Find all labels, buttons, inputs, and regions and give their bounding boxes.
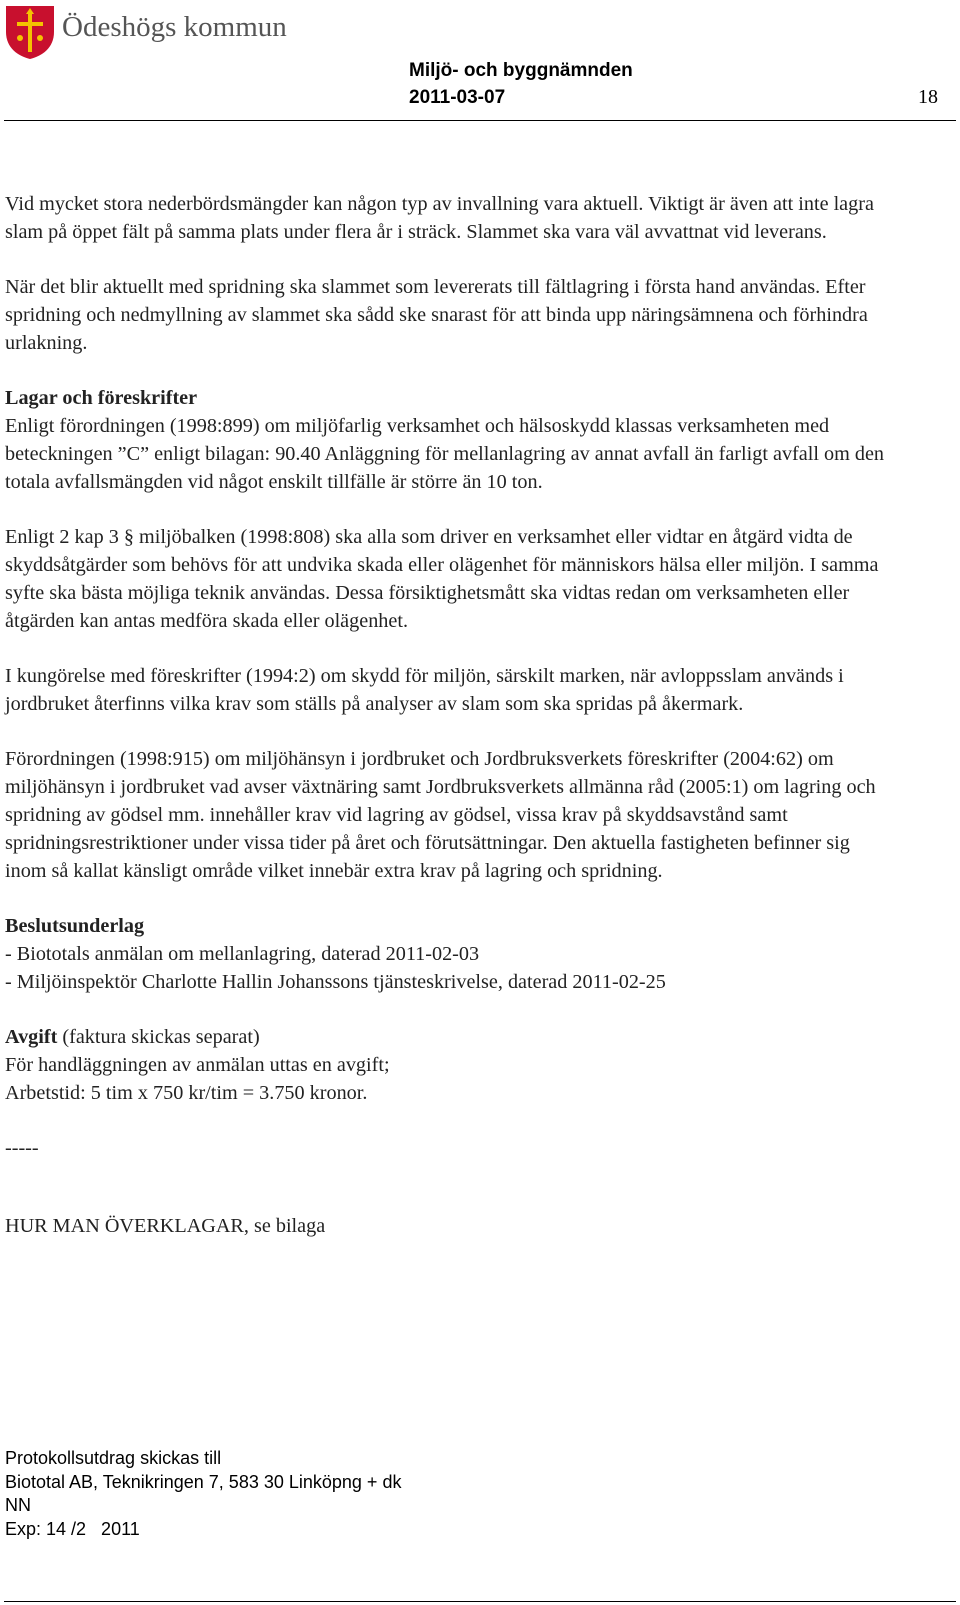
distribution-block <box>5 1447 401 1541</box>
municipality-logo <box>4 2 56 60</box>
list-item: - Biototals anmälan om mellanlagring, daterad 2011-02-03 <box>5 943 480 965</box>
paragraph: Förordningen (1998:915) om miljöhänsyn i jordbruket och Jordbruksverkets föreskrifter (2004:62) om miljöhänsyn i jordbruket vad avser växtnäring samt Jordbruksverkets allmänna råd (2005:1) om lagring och spridning av gödsel mm. innehåller krav vid lagring av gödsel, vissa krav på skyddsavstånd samt spridningsrestriktioner under vissa tider på året och förutsättningar. Den aktuella fastigheten befinner sig inom så kallat känsligt område vilket innebär extra krav på lagring och spridning. <box>5 748 876 882</box>
footer-rule <box>4 1601 956 1602</box>
paragraph: Enligt 2 kap 3 § miljöbalken (1998:808) ska alla som driver en verksamhet eller vidtar en åtgärd vidta de skyddsåtgärder som behövs för att undvika skada eller olägenhet för människors hälsa eller miljön. I samma syfte ska bästa möjliga teknik användas. Dessa försiktighetsmått ska vidtas redan om verksamheten eller åtgärden kan antas medföra skada eller olägenhet. <box>5 526 879 632</box>
paragraph: Vid mycket stora nederbördsmängder kan någon typ av invallning vara aktuell. Viktigt är även att inte lagra slam på öppet fält på samma plats under flera år i sträck. Slammet ska vara väl avvattnat vid leverans. <box>5 193 874 243</box>
spacer <box>5 1162 885 1212</box>
committee-name: Miljö- och byggnämnden <box>409 60 633 81</box>
distribution-line: Biototal AB, Teknikringen 7, 583 30 Linköpng + dk <box>5 1471 402 1492</box>
appeal-note: HUR MAN ÖVERKLAGAR, se bilaga <box>5 1215 326 1237</box>
logo-text: Ödeshögs kommun <box>62 11 287 43</box>
avgift-heading-line <box>5 1023 885 1051</box>
paragraph: När det blir aktuellt med spridning ska slammet som levererats till fältlagring i första hand användas. Efter spridning och nedmyllning av slammet ska sådd ske snarast för att binda upp näringsämnena och förhindra urlakning. <box>5 276 868 354</box>
section-heading-beslutsunderlag: Beslutsunderlag <box>5 915 145 937</box>
paragraph: I kungörelse med föreskrifter (1994:2) om skydd för miljön, särskilt marken, när avloppsslam används i jordbruket återfinns vilka krav som ställs på analyser av slam som ska spridas på åkermark. <box>5 665 844 715</box>
section-heading-avgift: Avgift <box>5 1026 58 1048</box>
page-number: 18 <box>918 86 938 108</box>
list-item: - Miljöinspektör Charlotte Hallin Johanssons tjänsteskrivelse, daterad 2011-02-25 <box>5 971 666 993</box>
section-heading-lagar: Lagar och föreskrifter <box>5 387 198 409</box>
meeting-date: 2011-03-07 <box>409 87 506 108</box>
distribution-line: Protokollsutdrag skickas till <box>5 1448 222 1468</box>
paragraph: Enligt förordningen (1998:899) om miljöfarlig verksamhet och hälsoskydd klassas verksamheten med beteckningen ”C” enligt bilagan: 90.40 Anläggning för mellanlagring av annat avfall än farligt avfall om den totala avfallsmängden vid något enskilt tillfälle är större än 10 ton. <box>5 415 884 493</box>
distribution-line: Exp: 14 /2 2011 <box>5 1518 140 1539</box>
avgift-note: (faktura skickas separat) <box>57 1026 260 1048</box>
header-rule <box>4 120 956 121</box>
document-body <box>5 190 885 1240</box>
distribution-line: NN <box>5 1495 31 1515</box>
avgift-line: Arbetstid: 5 tim x 750 kr/tim = 3.750 kronor. <box>5 1082 368 1104</box>
avgift-line: För handläggningen av anmälan uttas en avgift; <box>5 1054 390 1076</box>
separator: ----- <box>5 1137 39 1159</box>
